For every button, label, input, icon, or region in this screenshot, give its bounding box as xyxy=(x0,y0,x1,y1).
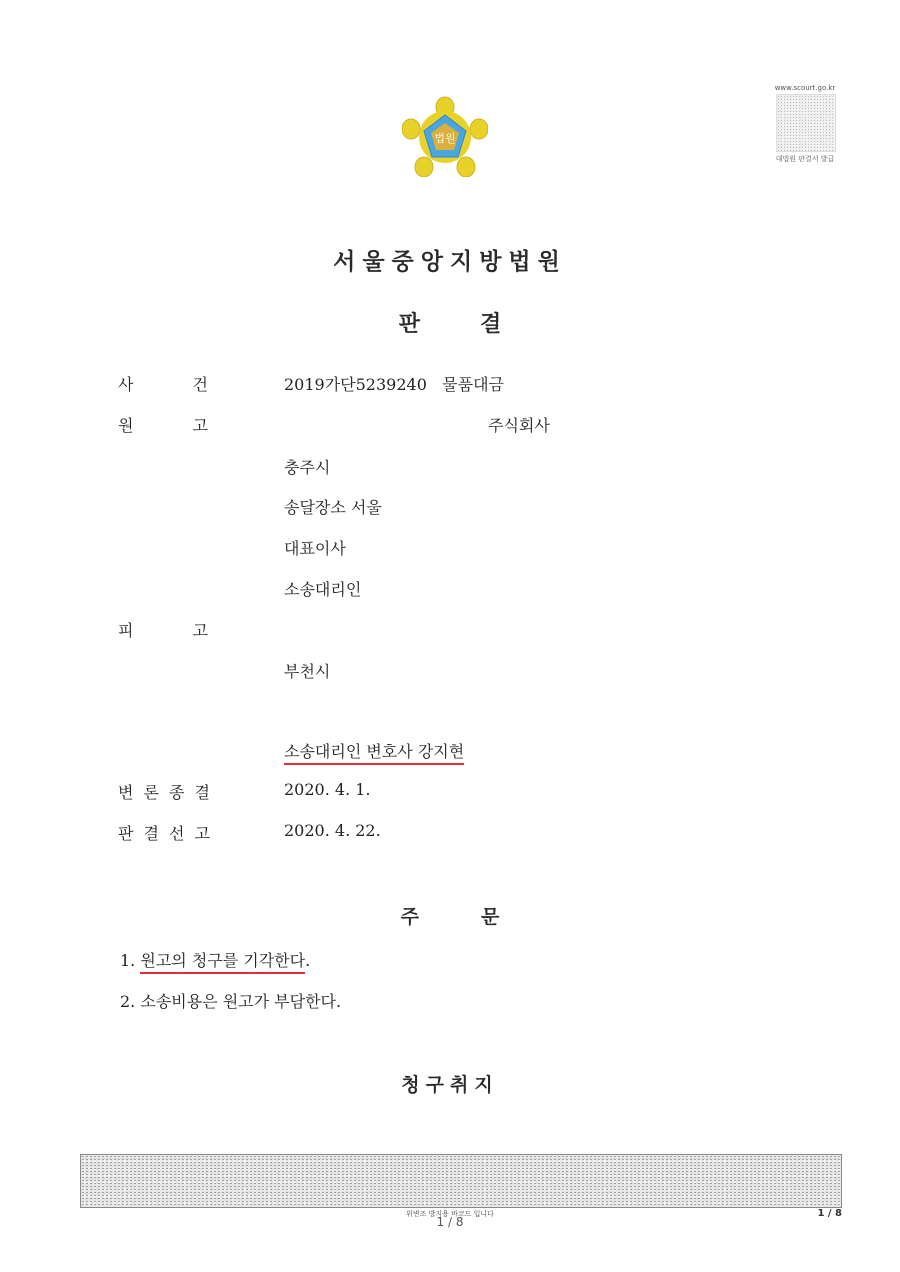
defendant-attorney xyxy=(284,739,464,762)
case-label xyxy=(118,372,208,395)
qr-url: www.scourt.go.kr xyxy=(774,84,836,92)
order-heading: 주문 xyxy=(400,906,562,928)
order-item-1-text: 원고의 청구를 기각한다 xyxy=(140,951,305,974)
qr-caption: 대법원 판결서 발급 xyxy=(775,155,835,163)
order-item-1-number: 1. xyxy=(120,951,136,970)
argument-close-label-text: 변 론 종 결 xyxy=(118,783,210,802)
case-value xyxy=(284,372,504,395)
judgment-date-label xyxy=(118,821,210,844)
order-item-2-text: 소송비용은 원고가 부담한다. xyxy=(140,992,342,1011)
case-label-text: 사 건 xyxy=(118,375,208,394)
page-number-center: 1 / 8 xyxy=(436,1215,464,1229)
case-number: 2019가단5239240 xyxy=(284,375,427,394)
defendant-address: 부천시 xyxy=(284,662,331,681)
plaintiff-label xyxy=(118,413,208,436)
qr-code-block xyxy=(770,84,840,164)
argument-close-label xyxy=(118,780,210,803)
claim-heading: 청구취지 xyxy=(401,1074,499,1096)
barcode-caption: 위변조 방지용 바코드 입니다 xyxy=(406,1210,494,1218)
order-item-2-number: 2. xyxy=(120,992,136,1011)
judgment-date-label-text: 판 결 선 고 xyxy=(118,824,210,843)
page-number-right: 1 / 8 xyxy=(817,1208,842,1219)
defendant-attorney-text: 소송대리인 변호사 강지현 xyxy=(284,742,464,765)
case-name: 물품대금 xyxy=(442,375,504,394)
document-title: 판결 xyxy=(398,312,562,337)
plaintiff-address: 충주시 xyxy=(284,458,331,477)
court-name: 서울중앙지방법원 xyxy=(333,249,567,275)
order-item-1: 1. 원고의 청구를 기각한다. xyxy=(120,948,310,971)
emblem-text: 법원 xyxy=(434,132,456,145)
judgment-date: 2020. 4. 22. xyxy=(284,821,381,840)
plaintiff-service-address: 송달장소 서울 xyxy=(284,498,382,517)
qr-code-icon xyxy=(776,94,836,152)
plaintiff-attorney: 소송대리인 xyxy=(284,580,362,599)
court-emblem-icon xyxy=(402,95,488,177)
order-item-2 xyxy=(120,989,341,1012)
plaintiff-representative: 대표이사 xyxy=(284,539,346,558)
plaintiff-label-text: 원 고 xyxy=(118,416,208,435)
defendant-label xyxy=(118,618,208,641)
defendant-label-text: 피 고 xyxy=(118,621,208,640)
argument-close-date: 2020. 4. 1. xyxy=(284,780,371,799)
plaintiff-company: 주식회사 xyxy=(488,416,550,435)
anti-forgery-barcode xyxy=(80,1154,842,1208)
